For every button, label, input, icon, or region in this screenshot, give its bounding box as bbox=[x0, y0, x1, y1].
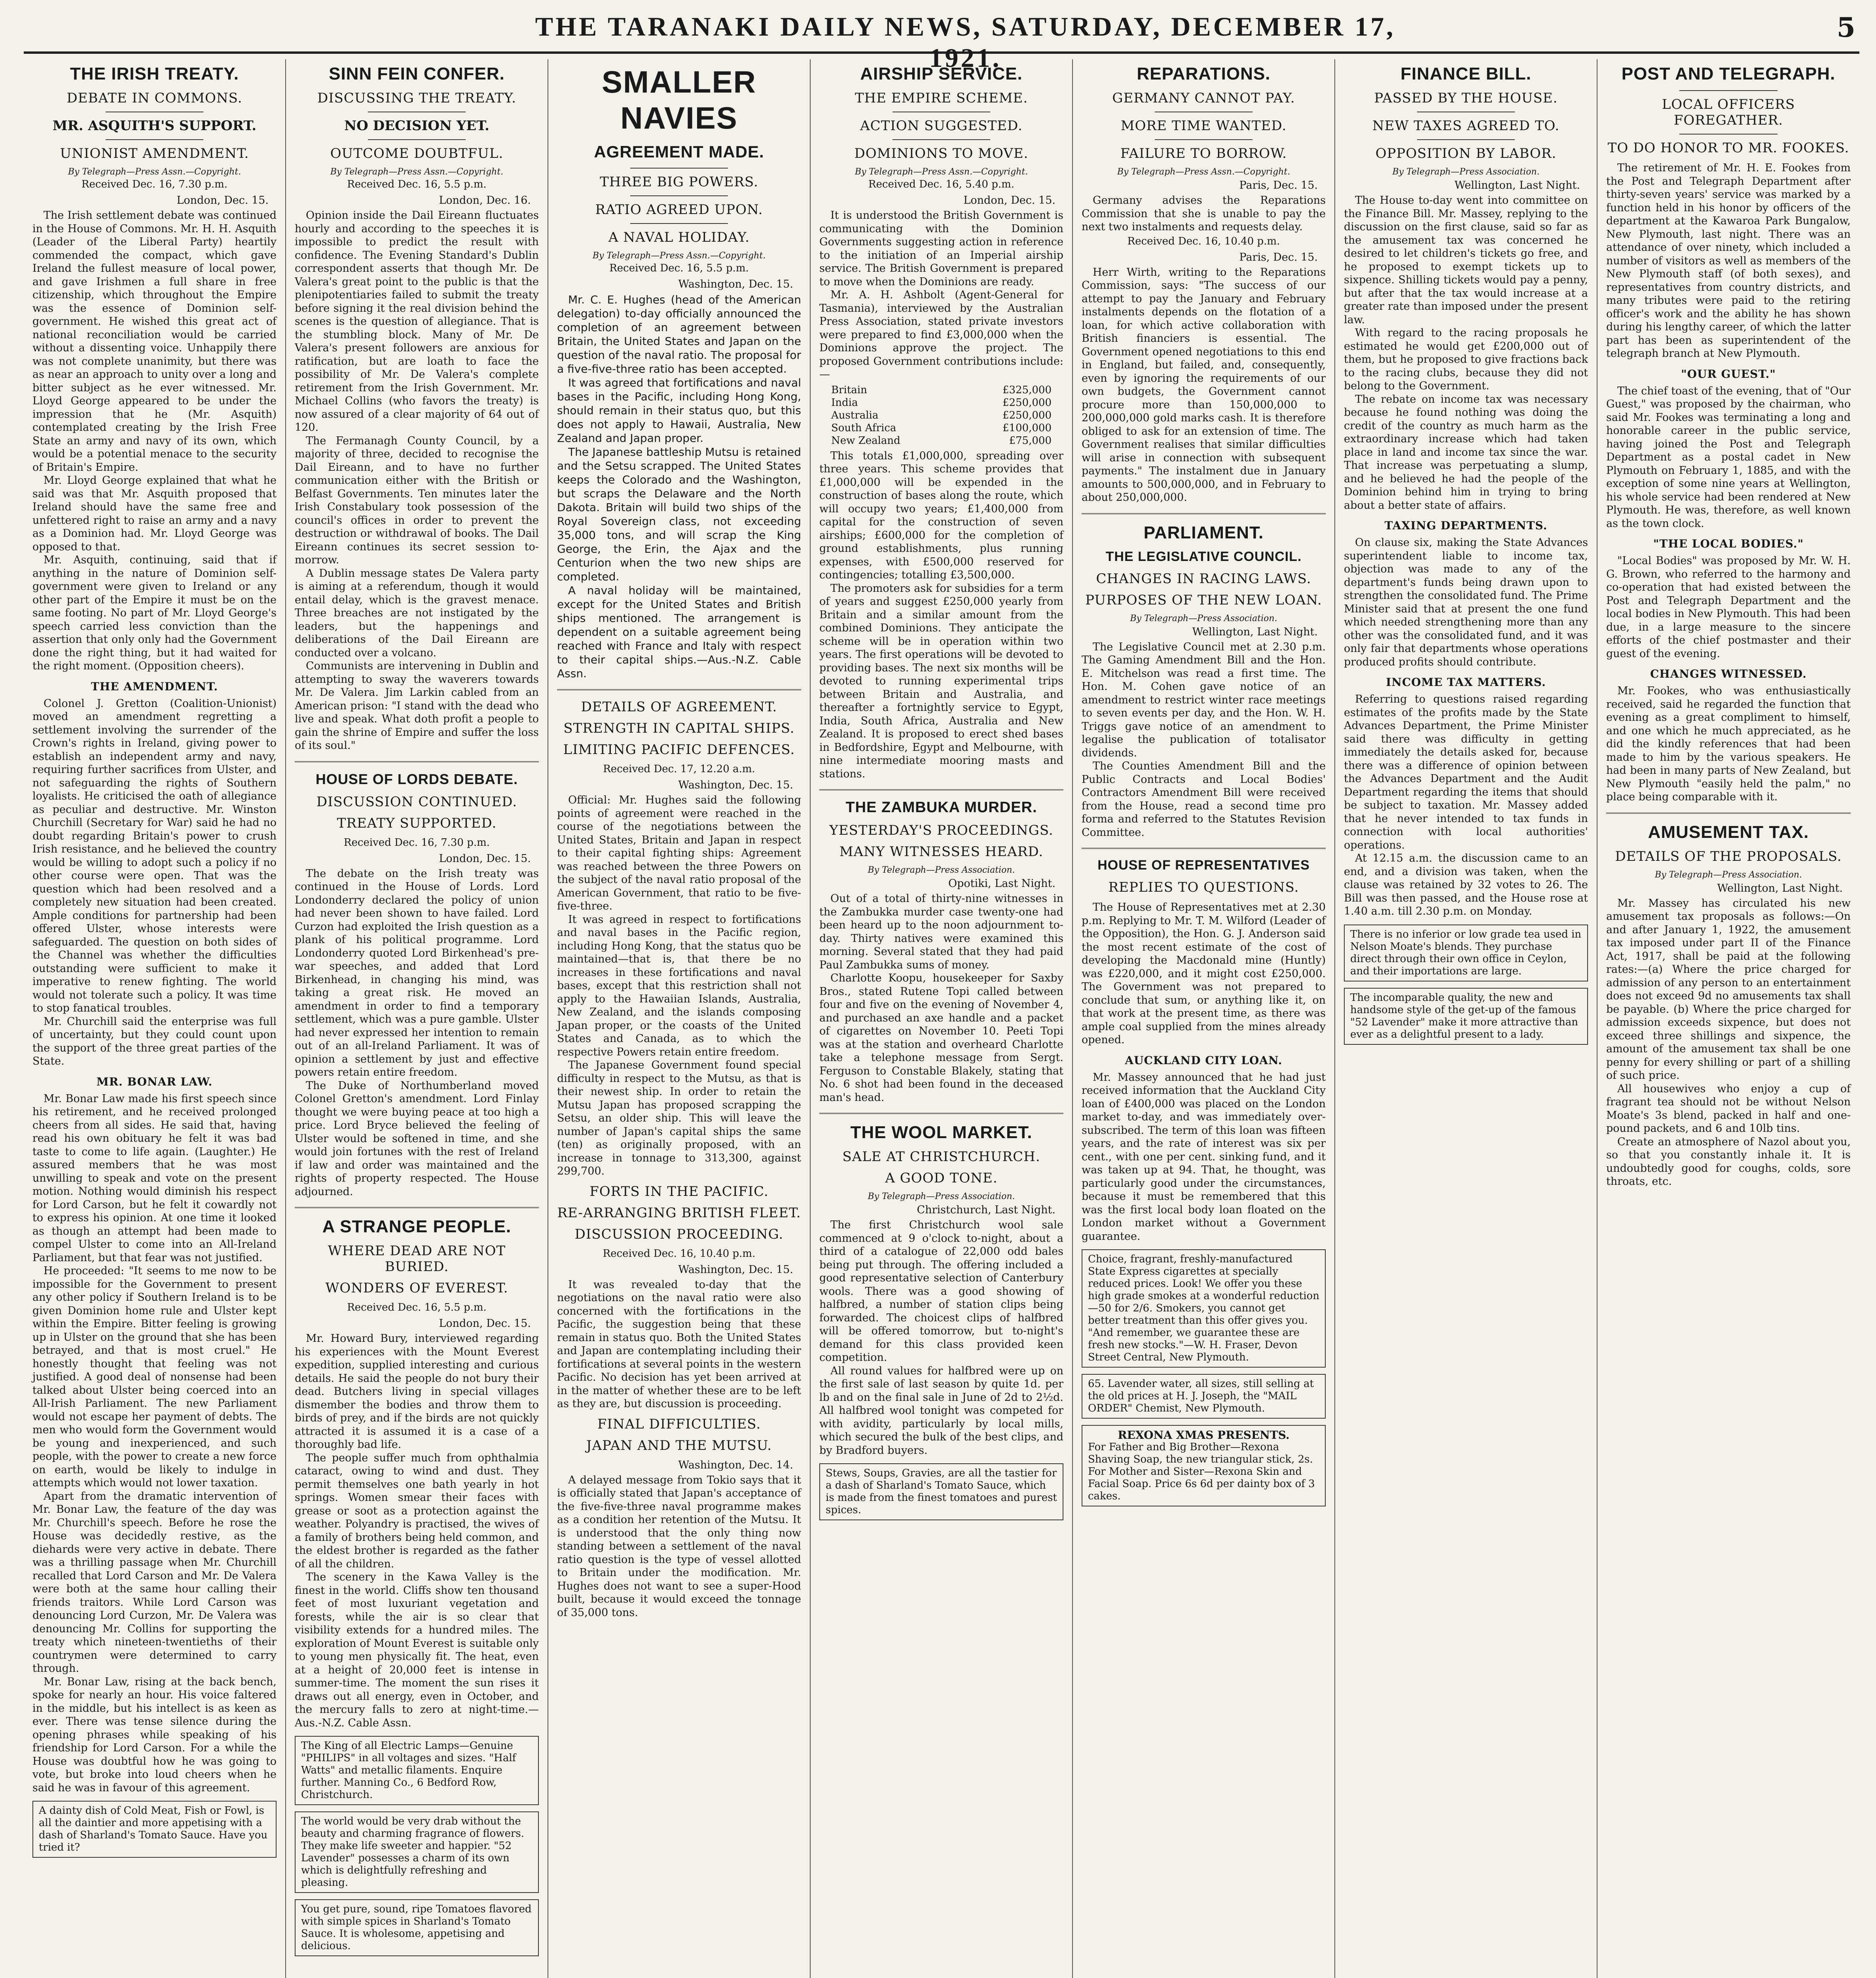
subheading: NEW TAXES AGREED TO. bbox=[1372, 118, 1560, 134]
paragraph: Mr. Howard Bury, interviewed regarding his experiences with the Mount Everest expedition, supplied interesting and curious details. He said the people do not bury their dead. Butchers living in special villages dismember the bodies and throw them to birds of prey, and if the birds are not quickly attracted it is assumed it is a case of a thoroughly bad life. bbox=[295, 1332, 539, 1451]
divider bbox=[893, 139, 990, 140]
advertisement: A dainty dish of Cold Meat, Fish or Fowl, is all the daintier and more appetising with a dash of Sharland's Tomato Sauce. Have you tried it? bbox=[32, 1801, 277, 1858]
paragraph: The retirement of Mr. H. E. Fookes from the Post and Telegraph Department after thirty-seven years' service was marked by a function held in his honor by officers of the department at the Kawaroa Park Bungalow, New Plymouth, last night. There was an attendance of over ninety, which included a number of visitors as well as members of the New Plymouth staff (of both sexes), and representatives from country districts, and many tributes were paid to the retiring officer's work and the ability he has shown during his lengthy career, of which the latter part has been as superintendent of the telegraph branch at New Plymouth. bbox=[1606, 162, 1851, 360]
subheading: WHERE DEAD ARE NOT BURIED. bbox=[328, 1243, 506, 1275]
table-cell: South Africa bbox=[831, 422, 896, 434]
advertisement: There is no inferior or low grade tea used in Nelson Moate's blends. They purchase direct through their own office in Ceylon, and their importations are large. bbox=[1344, 925, 1588, 981]
subheading: SALE AT CHRISTCHURCH. bbox=[842, 1149, 1040, 1165]
paragraph: Herr Wirth, writing to the Reparations Commission, says: "The success of our attempt to pay the January and February instalments depends on the flotation of a loan, for which active collaboration with British financiers is essential. The Government opened negotiations to this end in England, but failed, and, consequently, even by ignoring the requirements of our own budgets, the Government cannot procure more than 150,000,000 to 200,000,000 gold marks cash. It is therefore obliged to ask for an extension of time. The Government realises that similar difficulties will arise in connection with subsequent payments." The instalment due in January amounts to 500,000,000, and in February to about 250,000,000. bbox=[1082, 266, 1326, 504]
table-cell: Britain bbox=[831, 384, 867, 396]
headline: THE IRISH TREATY. bbox=[70, 64, 239, 83]
paragraph: Mr. Lloyd George explained that what he said was that Mr. Asquith proposed that Ireland should have the same free and unfettered right to raise an army and a navy as a Dominion had. Mr. Lloyd George was opposed to that. bbox=[32, 474, 277, 553]
headline: AIRSHIP SERVICE. bbox=[860, 64, 1023, 83]
dateline: Washington, Dec. 15. bbox=[678, 779, 793, 791]
paragraph: He proceeded: "It seems to me now to be impossible for the Government to present any other policy if Southern Ireland is to be given Dominion home rule and Ulster kept within the Empire. Bitter feeling is growing up in Ulster on the ground that she has been betrayed, and that is most cruel." He honestly thought that feeling was not justified. A good deal of nonsense had been talked about Ulster being coerced into an All-Irish Parliament. The new Parliament would not escape her payment of debts. The men who would form the Government would be young and inexperienced, and such people, with the power to create a new force on earth, would be likely to indulge in attempts which would not lower taxation. bbox=[32, 1265, 277, 1489]
subheading: DETAILS OF THE PROPOSALS. bbox=[1615, 848, 1842, 864]
page-number: 5 bbox=[1836, 12, 1855, 44]
table-cell: £75,000 bbox=[1009, 434, 1052, 447]
advertisement-title: REXONA XMAS PRESENTS. bbox=[1118, 1429, 1290, 1442]
received-time: Received Dec. 16, 5.40 p.m. bbox=[868, 178, 1015, 190]
paragraph: Mr. Churchill said the enterprise was full of uncertainty, but they could count upon the support of the three great parties of the State. bbox=[32, 1015, 277, 1067]
dateline: Paris, Dec. 15. bbox=[1239, 179, 1318, 191]
paragraph: The chief toast of the evening, that of "Our Guest," was proposed by the chairman, who said Mr. Fookes was terminating a long and honorable career in the public service, having joined the Post and Telegraph Department as a postal cadet in New Plymouth on February 1, 1885, and with the exception of some nine years at Wellington, his whole service had been rendered at New Plymouth. He was, therefore, as well known as the town clock. bbox=[1606, 385, 1851, 530]
divider bbox=[1679, 90, 1777, 91]
paragraph: The Japanese battleship Mutsu is retained and the Setsu scrapped. The United States keeps the Colorado and the Washington, but scraps the Delaware and the North Dakota. Britain will build two ships of the Royal Sovereign class, not exceeding 35,000 tons, and will scrap the King George, the Erin, the Ajax and the Centurion when the two new ships are completed. bbox=[557, 445, 801, 583]
divider bbox=[106, 139, 203, 140]
paragraph: The Irish settlement debate was continued in the House of Commons. Mr. H. H. Asquith (Leader of the Liberal Party) heartily commended the compact, which gave Ireland the fullest measure of local power, and gave Irishmen a full share in free citizenship, which throughout the Empire was the essence of Dominion self-government. He wished this great act of national reconciliation would be carried without a dissenting voice. Unhappily there was not complete unanimity, but there was as near an approach to unity over a long and bitter subject as he ever witnessed. Mr. Lloyd George appeared to be under the impression that he (Mr. Asquith) contemplated creating by the Irish Free State an army and navy of its own, which would be a potential menace to the security of Britain's Empire. bbox=[32, 209, 277, 474]
subheading: THREE BIG POWERS. bbox=[600, 174, 758, 190]
subheading: OPPOSITION BY LABOR. bbox=[1375, 146, 1557, 161]
subheading: DEBATE IN COMMONS. bbox=[66, 90, 243, 106]
subheading: THE LEGISLATIVE COUNCIL. bbox=[1105, 549, 1302, 564]
headline: PARLIAMENT. bbox=[1143, 523, 1264, 542]
dateline: Washington, Dec. 15. bbox=[678, 278, 793, 290]
subheading: PURPOSES OF THE NEW LOAN. bbox=[1085, 592, 1322, 608]
subheading: FINAL DIFFICULTIES. bbox=[597, 1416, 761, 1432]
paragraph: At 12.15 a.m. the discussion came to an end, and a division was taken, when the clause was retained by 32 votes to 26. The Bill was then passed, and the House rose at 1.40 a.m. till 2.30 p.m. on Monday. bbox=[1344, 852, 1588, 917]
paragraph: Mr. Bonar Law, rising at the back bench, spoke for nearly an hour. His voice faltered in the middle, but his intellect is as keen as ever. There was tense silence during the opening phrases while speaking of his friendship for Lord Carson. For a while the House was doubtful how he was going to vote, but broke into loud cheers when he said he was in favour of this agreement. bbox=[32, 1675, 277, 1794]
paragraph: All housewives who enjoy a cup of fragrant tea should not be without Nelson Moate's 3s blend, packed in half and one-pound packets, and 6 and 10lb tins. bbox=[1606, 1082, 1851, 1135]
dateline: London, Dec. 15. bbox=[439, 852, 531, 865]
subheading: OUTCOME DOUBTFUL. bbox=[330, 146, 504, 161]
received-time: Received Dec. 17, 12.20 a.m. bbox=[603, 763, 755, 775]
divider bbox=[1155, 139, 1253, 140]
paragraph: The scenery in the Kawa Valley is the finest in the world. Cliffs show ten thousand feet of most luxuriant vegetation and forests, while the air is so clear that visibility extends for a hundred miles. The exploration of Mount Everest is suitable only to young men physically fit. The heat, even at a height of 20,000 feet is intense in summer-time. The moment the sun rises it draws out all energy, even in October, and the mercury falls to zero at night-time.—Aus.-N.Z. Cable Assn. bbox=[295, 1571, 539, 1729]
divider bbox=[1082, 848, 1326, 849]
paragraph: Apart from the dramatic intervention of Mr. Bonar Law, the feature of the day was Mr. Churchill's speech. Before he rose the House was decidedly restive, as the diehards were very active in debate. There was a thrilling passage when Mr. Churchill recalled that Lord Carson and Mr. De Valera were both at the same hour calling their friends traitors. While Lord Carson was denouncing Lord Curzon, Mr. De Valera was denouncing Mr. Collins for supporting the treaty which nineteen-twentieths of their countrymen were determined to carry through. bbox=[32, 1490, 277, 1675]
subheading: GERMANY CANNOT PAY. bbox=[1112, 90, 1295, 106]
table-cell: £325,000 bbox=[1002, 384, 1052, 396]
paragraph: Mr. Massey has circulated his new amusement tax proposals as follows:—On and after January 1, 1922, the amusement tax imposed under part II of the Finance Act, 1917, shall be paid at the following rates:—(a) Where the price charged for admission of any person to an entertainment does not exceed 9d no amusements tax shall be payable. (b) Where the price charged for admission exceeds sixpence, but does not exceed three shillings and sixpence, the amount of the amusement tax shall be one penny for every shilling or part of a shilling of such price. bbox=[1606, 897, 1851, 1082]
divider bbox=[1679, 134, 1777, 135]
advertisement: 65. Lavender water, all sizes, still selling at the old prices at H. J. Joseph, the "MAIL ORDER" Chemist, New Plymouth. bbox=[1082, 1374, 1326, 1419]
byline: By Telegraph—Press Association. bbox=[868, 1192, 1015, 1201]
received-time: Received Dec. 16, 5.5 p.m. bbox=[609, 262, 749, 274]
subheading: LOCAL OFFICERS FOREGATHER. bbox=[1662, 97, 1795, 128]
divider bbox=[1082, 513, 1326, 514]
masthead bbox=[24, 8, 1859, 73]
paragraph: The debate on the Irish treaty was continued in the House of Lords. Lord Londonderry declared the policy of union had never been shown to have failed. Lord Curzon had exploited the Irish question as a plank of his political programme. Lord Londonderry quoted Lord Birkenhead's pre-war speeches, and added that Lord Birkenhead, in changing his mind, was taking a great risk. He moved an amendment in order to find a temporary settlement, which was a pure gamble. Ulster had never expressed her intention to remain out of an all-Ireland Parliament. It was of opinion a settlement by just and effective powers retain entire freedom. bbox=[295, 867, 539, 1078]
table-cell: £250,000 bbox=[1002, 396, 1052, 409]
section-heading: MR. BONAR LAW. bbox=[96, 1075, 213, 1088]
divider bbox=[630, 223, 728, 224]
subheading: FORTS IN THE PACIFIC. bbox=[589, 1183, 769, 1199]
byline: By Telegraph—Press Assn.—Copyright. bbox=[330, 167, 504, 177]
column-finance-bill bbox=[1335, 59, 1597, 1978]
divider bbox=[1606, 813, 1851, 814]
table-cell: Australia bbox=[831, 409, 879, 421]
paragraph: The rebate on income tax was necessary because he found nothing was doing the credit of the country as much harm as the extraordinary increase which had taken place in land and income tax since the war. That increase was perpetuating a slump, and he believed he had the people of the Dominion behind him in trying to bring about a better state of affairs. bbox=[1344, 393, 1588, 512]
section-heading: "OUR GUEST." bbox=[1681, 367, 1776, 381]
paragraph: The Duke of Northumberland moved Colonel Gretton's amendment. Lord Finlay thought we were buying peace at too high a price. Lord Bryce believed the feeling of Ulster would be softened in time, and she would join fortunes with the rest of Ireland if law and order was maintained and the rights of property respected. The House adjourned. bbox=[295, 1079, 539, 1198]
subheading: LIMITING PACIFIC DEFENCES. bbox=[563, 742, 795, 758]
subheading: PASSED BY THE HOUSE. bbox=[1374, 90, 1558, 106]
byline: By Telegraph—Press Assn.—Copyright. bbox=[855, 167, 1028, 177]
paragraph: Charlotte Koopu, housekeeper for Saxby Bros., stated Rutene Topi called between four and five on the evening of November 4, and purchased an axe handle and a packet of cigarettes on November 10. Peeti Topi was at the station and overheard Charlotte take a telephone message from Sergt. Ferguson to Constable Blakely, stating that No. 6 shot had been found in the deceased man's head. bbox=[819, 972, 1063, 1104]
headline: FINANCE BILL. bbox=[1400, 64, 1531, 83]
subheading: FAILURE TO BORROW. bbox=[1120, 146, 1287, 161]
table-cell: India bbox=[831, 396, 858, 409]
subheading: DISCUSSION PROCEEDING. bbox=[574, 1226, 784, 1242]
divider bbox=[819, 789, 1063, 790]
subheading: MR. ASQUITH'S SUPPORT. bbox=[52, 118, 257, 134]
paragraph: Mr. Bonar Law made his first speech since his retirement, and he received prolonged cheers from all sides. He said that, having read his own obituary he felt it was bad taste to come to life again. (Laughter.) He assured members that he was most unwilling to speak and vote on the present motion. Nothing would diminish his respect for Lord Carson, but he felt it cowardly not to express his opinion. At one time it looked as though an attempt had been made to compel Ulster to come into an All-Ireland Parliament, but that fear was not justified. bbox=[32, 1092, 277, 1264]
advertisement-text: For Father and Big Brother—Rexona Shaving Soap, the new triangular stick, 2s. For Mother and Sister—Rexona Skin and Facial Soap. Price 6s 6d per dainty box of 3 cakes. bbox=[1088, 1441, 1315, 1502]
headline: THE ZAMBUKA MURDER. bbox=[845, 799, 1037, 816]
paragraph: Communists are intervening in Dublin and attempting to sway the waverers towards Mr. De Valera. Jim Larkin cabled from an American prison: "I stand with the dead who live and speak. What doth profit a people to gain the shrine of Empire and suffer the loss of its soul." bbox=[295, 660, 539, 752]
paragraph: Mr. Fookes, who was enthusiastically received, said he regarded the function that evening as a great compliment to himself, and one which he much appreciated, as he did the kindly references that had been made to him by the various speakers. He had been in many parts of New Zealand, but New Plymouth "easily held the palm," no place being comparable with it. bbox=[1606, 685, 1851, 803]
subheading: DISCUSSING THE TREATY. bbox=[317, 90, 517, 106]
dateline: London, Dec. 15. bbox=[176, 194, 269, 207]
headline: HOUSE OF REPRESENTATIVES bbox=[1097, 858, 1310, 873]
subheading: DISCUSSION CONTINUED. bbox=[316, 794, 517, 810]
subheading: MANY WITNESSES HEARD. bbox=[839, 844, 1044, 860]
advertisement: The world would be very drab without the beauty and charming fragrance of flowers. They make life sweeter and happier. "52 Lavender" possesses a charm of its own which is delightfully refreshing and pleasing. bbox=[295, 1811, 539, 1893]
contribution-table bbox=[819, 381, 1063, 449]
paragraph: Mr. C. E. Hughes (head of the American delegation) to-day officially announced the completion of an agreement between Britain, the United States and Japan on the question of the naval ratio. The proposal for a five-five-three ratio has been accepted. bbox=[557, 293, 801, 375]
headline: AMUSEMENT TAX. bbox=[1648, 822, 1809, 842]
column-post-telegraph bbox=[1597, 59, 1859, 1978]
paragraph: All round values for halfbred were up on the first sale of last season by quite 1d. per lb and on the final sale in June of 2d to 2½d. All halfbred wool tonight was competed for with avidity, particularly by local mills, which secured the bulk of the best clips, and by Bradford buyers. bbox=[819, 1364, 1063, 1457]
newspaper-title: THE TARANAKI DAILY NEWS, SATURDAY, DECEMBER 17, 1921. bbox=[535, 11, 1396, 73]
divider bbox=[1417, 139, 1515, 140]
section-heading: "THE LOCAL BODIES." bbox=[1653, 537, 1804, 550]
columns bbox=[24, 59, 1859, 1978]
byline: By Telegraph—Press Association. bbox=[1130, 613, 1277, 623]
byline: By Telegraph—Press Association. bbox=[1392, 167, 1540, 177]
dateline: Washington, Dec. 14. bbox=[678, 1459, 793, 1471]
paragraph: Mr. Massey announced that he had just received information that the Auckland City loan of £400,000 was placed on the London market to-day, and was immediately over-subscribed. The term of this loan was fifteen years, and the rate of interest was six per cent., with one per cent. sinking fund, and it was taken up at 94. That, he thought, was particularly good under the circumstances, because it must be remembered that this was the first local body loan floated on the London market without a Government guarantee. bbox=[1082, 1071, 1326, 1243]
section-heading: THE AMENDMENT. bbox=[91, 680, 218, 693]
paragraph: The people suffer much from ophthalmia cataract, owing to wind and dust. They permit themselves one bath yearly in hot springs. Women smear their faces with grease or soot as a protection against the weather. Polyandry is practised, the wives of a family of brothers being held common, and the eldest brother is regarded as the father of all the children. bbox=[295, 1451, 539, 1570]
table-row bbox=[831, 384, 1052, 396]
advertisement: Choice, fragrant, freshly-manufactured State Express cigarettes at specially reduced prices. Look! We offer you these high grade smokes at a wonderful reduction—50 for 2/6. Smokers, you cannot get better treatment than this offer gives you. "And remember, we guarantee these are fresh new stocks."—W. H. Fraser, Devon Street Central, New Plymouth. bbox=[1082, 1249, 1326, 1368]
subheading: NO DECISION YET. bbox=[344, 118, 489, 134]
paragraph: "Local Bodies" was proposed by Mr. W. H. G. Brown, who referred to the harmony and co-operation that had existed between the Post and Telegraph Department and the local bodies in New Plymouth. This had been due, in a large measure to the sincere efforts of the chief postmaster and their guest of the evening. bbox=[1606, 555, 1851, 660]
paragraph: A Dublin message states De Valera party is aiming at a referendum, though it would entail delay, which is the gravest menace. Three breaches are not instigated by the leaders, but the happenings and deliberations of the Dail Eireann are conducted over a volcano. bbox=[295, 567, 539, 659]
dateline: London, Dec. 15. bbox=[439, 1317, 531, 1330]
table-cell: New Zealand bbox=[831, 434, 900, 447]
subheading: REPLIES TO QUESTIONS. bbox=[1108, 879, 1299, 895]
paragraph: Official: Mr. Hughes said the following points of agreement were reached in the course of the negotiations between the United States, Britain and Japan in respect to their capital fighting ships: Agreement was reached between the three Powers on the subject of the naval ratio proposal of the American Government, that ratio to be five-five-three. bbox=[557, 794, 801, 912]
paragraph: It was agreed in respect to fortifications and naval bases in the Pacific region, including Hong Kong, that the status quo be maintained—that is, that there be no increases in these fortifications and naval bases, except that this restriction shall not apply to the Hawaiian Islands, Australia, New Zealand, and the islands composing Japan proper, or the coasts of the United States and Canada, as to which the respective Powers retain entire freedom. bbox=[557, 913, 801, 1058]
subheading: WONDERS OF EVEREST. bbox=[325, 1280, 508, 1296]
section-heading: AUCKLAND CITY LOAN. bbox=[1125, 1053, 1283, 1067]
byline: By Telegraph—Press Assn.—Copyright. bbox=[68, 167, 241, 177]
dateline: Washington, Dec. 15. bbox=[678, 1263, 793, 1276]
paragraph: On clause six, making the State Advances superintendent liable to income tax, objection was made to any of the department's funds being drawn upon to strengthen the consolidated fund. The Prime Minister said that at present the one fund which needed strengthening more than any other was the consolidated fund, and it was only fair that departments whose operations produced profits should contribute. bbox=[1344, 536, 1588, 668]
column-airship-service bbox=[811, 59, 1073, 1978]
subheading: YESTERDAY'S PROCEEDINGS. bbox=[829, 822, 1054, 838]
subheading: STRENGTH IN CAPITAL SHIPS. bbox=[563, 720, 795, 736]
section-heading: TAXING DEPARTMENTS. bbox=[1384, 519, 1548, 532]
section-heading: INCOME TAX MATTERS. bbox=[1386, 676, 1546, 689]
paragraph: The Fermanagh County Council, by a majority of three, decided to recognise the Dail Eireann, and to have no further communication either with the British or Belfast Governments. Ten minutes later the Irish Constabulary took possession of the council's offices in order to prevent the destruction or withdrawal of books. The Dail Eireann continues its secret session to-morrow. bbox=[295, 434, 539, 566]
divider bbox=[368, 139, 466, 140]
received-time: Received Dec. 16, 7.30 p.m. bbox=[81, 178, 228, 190]
received-time: Received Dec. 16, 7.30 p.m. bbox=[343, 836, 490, 849]
byline: By Telegraph—Press Assn.—Copyright. bbox=[1117, 167, 1290, 177]
table-row bbox=[831, 434, 1052, 447]
subheading: MORE TIME WANTED. bbox=[1120, 118, 1287, 134]
headline: THE WOOL MARKET. bbox=[850, 1123, 1033, 1142]
byline: By Telegraph—Press Association. bbox=[868, 865, 1015, 875]
paragraph: With regard to the racing proposals he estimated he would get £200,000 out of them, but he proposed to give fractions back to the racing clubs, because they did not belong to the Government. bbox=[1344, 327, 1588, 392]
divider bbox=[630, 168, 728, 169]
headline: A STRANGE PEOPLE. bbox=[322, 1217, 512, 1236]
dateline: Opotiki, Last Night. bbox=[948, 877, 1055, 890]
dateline: London, Dec. 16. bbox=[439, 194, 531, 207]
divider bbox=[557, 689, 801, 690]
paragraph: Opinion inside the Dail Eireann fluctuates hourly and according to the speeches it is impossible to predict the result with confidence. The Evening Standard's Dublin correspondent asserts that though Mr. De Valera's great point to the public is that the plenipotentiaries failed to submit the treaty before signing it the real division behind the scenes is the question of allegiance. That is the stumbling block. Many of Mr. De Valera's present followers are anxious for ratification, but are loath to face the possibility of Mr. De Valera's complete retirement from the Irish Government. Mr. Michael Collins (who favors the treaty) is now assured of a clear majority of 64 out of 120. bbox=[295, 209, 539, 434]
column-sinn-fein bbox=[286, 59, 548, 1978]
advertisement bbox=[1082, 1425, 1326, 1506]
paragraph: The Legislative Council met at 2.30 p.m. The Gaming Amendment Bill and the Hon. E. Mitchelson was read a first time. The Hon. M. Cohen gave notice of an amendment to restrict winter race meetings to seven events per day, and the Hon. W. H. Triggs gave notice of an amendment to legalise the publication of totalisator dividends. bbox=[1082, 640, 1326, 759]
paragraph: Colonel J. Gretton (Coalition-Unionist) moved an amendment regretting a settlement involving the surrender of the Crown's rights in Ireland, giving power to establish an independent army and navy, requiring further sacrifices from Ulster, and not safeguarding the rights of Southern loyalists. He criticised the oath of allegiance as peculiar and destructive. Mr. Winston Churchill (Secretary for War) said he had no doubt regarding Britain's power to crush Irish resistance, and he believed the country would be willing to adopt such a policy if no other course were open. That was the question which had been resolved and a completely new situation had been created. Ample conditions for partnership had been offered Ulster, whose interests were safeguarded. The question on both sides of the Channel was whether the difficulties outstanding were sufficient to make it imperative to renew fighting. The world would not tolerate such a policy. It was time to stop fanatical troubles. bbox=[32, 697, 277, 1014]
dateline: Paris, Dec. 15. bbox=[1239, 251, 1318, 263]
paragraph: The House of Representatives met at 2.30 p.m. Replying to Mr. T. M. Wilford (Leader of the Opposition), the Hon. G. J. Anderson said the most recent estimate of the cost of developing the Macdonald mine (Huntly) was £220,000, and it might cost £250,000. The Government was not prepared to conclude that sum, or anything like it, on that work at the present time, as there was ample coal supplied from the mines already opened. bbox=[1082, 901, 1326, 1046]
divider bbox=[295, 1207, 539, 1208]
paragraph: Create an atmosphere of Nazol about you, so that you constantly inhale it. It is undoubtedly good for coughs, colds, sore throats, etc. bbox=[1606, 1135, 1851, 1188]
dateline: Christchurch, Last Night. bbox=[917, 1204, 1055, 1216]
paragraph: Mr. Asquith, continuing, said that if anything in the nature of Dominion self-government were given to Ireland or any other part of the Empire it must be on the same footing. No part of Mr. Lloyd George's speech carried less conviction than the assertion that only only had the Government done the right thing, but it had waited for the right moment. (Opposition cheers). bbox=[32, 554, 277, 672]
column-irish-treaty bbox=[24, 59, 286, 1978]
subheading: AGREEMENT MADE. bbox=[594, 142, 764, 161]
column-reparations bbox=[1073, 59, 1335, 1978]
paragraph: A naval holiday will be maintained, except for the United States and British ships mentioned. The arrangement is dependent on a suitable agreement being reached with France and Italy with respect to their capital ships.—Aus.-N.Z. Cable Assn. bbox=[557, 584, 801, 680]
paragraph: The House to-day went into committee on the Finance Bill. Mr. Massey, replying to the discussion on the first clause, said so far as the amusement tax was concerned he desired to let children's tickets go free, and he proposed to exempt tickets up to sixpence. Shilling tickets would pay a penny, but after that the tax would increase at a greater rate than imposed under the present law. bbox=[1344, 194, 1588, 326]
subheading: A NAVAL HOLIDAY. bbox=[608, 229, 750, 245]
received-time: Received Dec. 16, 5.5 p.m. bbox=[347, 1302, 487, 1313]
table-row bbox=[831, 422, 1052, 434]
received-time: Received Dec. 16, 10.40 p.m. bbox=[1127, 235, 1280, 247]
subheading: THE EMPIRE SCHEME. bbox=[855, 90, 1028, 106]
received-time: Received Dec. 16, 10.40 p.m. bbox=[603, 1247, 756, 1260]
divider bbox=[295, 761, 539, 762]
dateline: Wellington, Last Night. bbox=[1454, 179, 1580, 191]
paragraph: Referring to questions raised regarding estimates of the profits made by the State Advances Department, the Prime Minister said there was difficulty in getting immediately the details asked for, because there was a difference of opinion between the Advances Department and the Audit Department regarding the items that should be subject to taxation. Mr. Massey added that he never intended to tax funds in connection with local authorities' operations. bbox=[1344, 693, 1588, 851]
dateline: Wellington, Last Night. bbox=[1717, 882, 1843, 894]
paragraph: It was agreed that fortifications and naval bases in the Pacific, including Hong Kong, should remain in their status quo, but this does not apply to Hawaii, Australia, New Zealand and Japan proper. bbox=[557, 376, 801, 445]
paragraph: The Japanese Government found special difficulty in respect to the Mutsu, as that is their newest ship. In order to retain the Mutsu Japan has proposed scrapping the Setsu, an older ship. This will leave the number of Japan's capital ships the same (ten) as originally proposed, with an increase in tonnage to 313,300, against 299,700. bbox=[557, 1059, 801, 1177]
section-heading: CHANGES WITNESSED. bbox=[1650, 667, 1807, 680]
subheading: DETAILS OF AGREEMENT. bbox=[581, 699, 777, 715]
paragraph: It is understood the British Government is communicating with the Dominion Governments suggesting action in reference to the initiation of an Imperial airship service. The British Government is prepared to move when the Dominions are ready. bbox=[819, 209, 1063, 288]
paragraph: This totals £1,000,000, spreading over three years. This scheme provides that £1,000,000 will be expended in the construction of bases along the route, which will occupy two years; £1,400,000 from capital for the construction of seven airships; £600,000 for the completion of ground establishments, plus running expenses, with £500,000 reserved for contingencies; totalling £3,500,000. bbox=[819, 449, 1063, 581]
subheading: CHANGES IN RACING LAWS. bbox=[1096, 570, 1311, 587]
paragraph: Out of a total of thirty-nine witnesses in the Zambukka murder case twenty-one had been heard up to the noon adjournment to-day. Thirty natives were examined this morning. Several stated that they had paid Paul Zambukka sums of money. bbox=[819, 892, 1063, 971]
table-cell: £250,000 bbox=[1002, 409, 1052, 421]
paragraph: The first Christchurch wool sale commenced at 9 o'clock to-night, about a third of a catalogue of 22,000 odd bales being put through. The offering included a good representative selection of Canterbury wools. There was a good showing of halfbred, a number of station clips being forwarded. The choicest clips of halfbred will be offered tomorrow, but to-night's demand for this class provided keen competition. bbox=[819, 1219, 1063, 1364]
column-smaller-navies bbox=[548, 59, 811, 1978]
divider bbox=[630, 195, 728, 196]
headline: SINN FEIN CONFER. bbox=[329, 64, 505, 83]
advertisement: The King of all Electric Lamps—Genuine "PHILIPS" in all voltages and sizes. "Half Watts" and metallic filaments. Enquire further. Manning Co., 6 Bedford Row, Christchurch. bbox=[295, 1736, 539, 1805]
advertisement: You get pure, sound, ripe Tomatoes flavored with simple spices in Sharland's Tomato Sauce. It is wholesome, appetising and delicious. bbox=[295, 1899, 539, 1956]
subheading: RATIO AGREED UPON. bbox=[595, 202, 763, 218]
subheading: RE-ARRANGING BRITISH FLEET. bbox=[557, 1205, 801, 1221]
headline: REPARATIONS. bbox=[1137, 64, 1271, 83]
headline: POST AND TELEGRAPH. bbox=[1621, 64, 1836, 83]
byline: By Telegraph—Press Assn.—Copyright. bbox=[592, 251, 766, 261]
paragraph: The Counties Amendment Bill and the Public Contracts and Local Bodies' Contractors Amendment Bill were received from the House, read a second time pro forma and referred to the Statutes Revision Committee. bbox=[1082, 760, 1326, 839]
headline: HOUSE OF LORDS DEBATE. bbox=[315, 771, 518, 787]
byline: By Telegraph—Press Association. bbox=[1655, 870, 1802, 880]
subheading: DOMINIONS TO MOVE. bbox=[854, 146, 1029, 161]
paragraph: It was revealed to-day that the negotiations on the naval ratio were also concerned with the fortifications in the Pacific, the suggestion being that these remain in status quo. Both the United States and Japan are contemplating including their fortifications at several points in the western Pacific. No decision has yet been arrived at in the matter of whether these are to be left as they are, but discussion is proceeding. bbox=[557, 1278, 801, 1410]
paragraph: A delayed message from Tokio says that it is officially stated that Japan's acceptance of the five-five-three naval programme makes as a condition her retention of the Mutsu. It is understood that the only thing now standing between a settlement of the naval ratio question is the type of vessel allotted to Britain under the modification. Mr. Hughes does not want to see a super-Hood built, because it would exceed the tonnage of 35,000 tons. bbox=[557, 1474, 801, 1619]
paragraph: The promoters ask for subsidies for a term of years and suggest £250,000 yearly from Britain and a similar amount from the combined Dominions. They anticipate the scheme will be in operation within two years. The first operations will be devoted to providing bases. The next six months will be devoted to running experimental trips between Britain and Australia, and thereafter a fortnightly service to Egypt, India, South Africa, Australia and New Zealand. It is proposed to erect shed bases in Bedfordshire, Egypt and Melbourne, with nine intermediate mooring masts and stations. bbox=[819, 582, 1063, 780]
dateline: London, Dec. 15. bbox=[963, 194, 1055, 207]
subheading: JAPAN AND THE MUTSU. bbox=[586, 1437, 772, 1453]
dateline: Wellington, Last Night. bbox=[1192, 625, 1318, 638]
subheading: TO DO HONOR TO MR. FOOKES. bbox=[1607, 140, 1849, 156]
subheading: UNIONIST AMENDMENT. bbox=[60, 146, 249, 161]
table-row bbox=[831, 396, 1052, 409]
table-cell: £100,000 bbox=[1002, 422, 1052, 434]
subheading: TREATY SUPPORTED. bbox=[337, 815, 497, 831]
subheading: A GOOD TONE. bbox=[885, 1170, 998, 1186]
table-row bbox=[831, 409, 1052, 422]
divider bbox=[819, 1113, 1063, 1114]
subheading: ACTION SUGGESTED. bbox=[860, 118, 1023, 134]
advertisement: Stews, Soups, Gravies, are all the tastier for a dash of Sharland's Tomato Sauce, which is made from the finest tomatoes and purest spices. bbox=[819, 1463, 1063, 1520]
received-time: Received Dec. 16, 5.5 p.m. bbox=[347, 178, 487, 190]
headline: SMALLER NAVIES bbox=[602, 64, 756, 135]
paragraph: Mr. A. H. Ashbolt (Agent-General for Tasmania), interviewed by the Australian Press Association, stated private investors were prepared to find £3,000,000 when the Dominions approve the project. The proposed Government contributions include:— bbox=[819, 289, 1063, 381]
advertisement: The incomparable quality, the new and handsome style of the get-up of the famous "52 Lavender" make it more attractive than ever as a delightful present to a lady. bbox=[1344, 988, 1588, 1045]
paragraph: Germany advises the Reparations Commission that she is unable to pay the next two instalments and requests delay. bbox=[1082, 194, 1326, 233]
